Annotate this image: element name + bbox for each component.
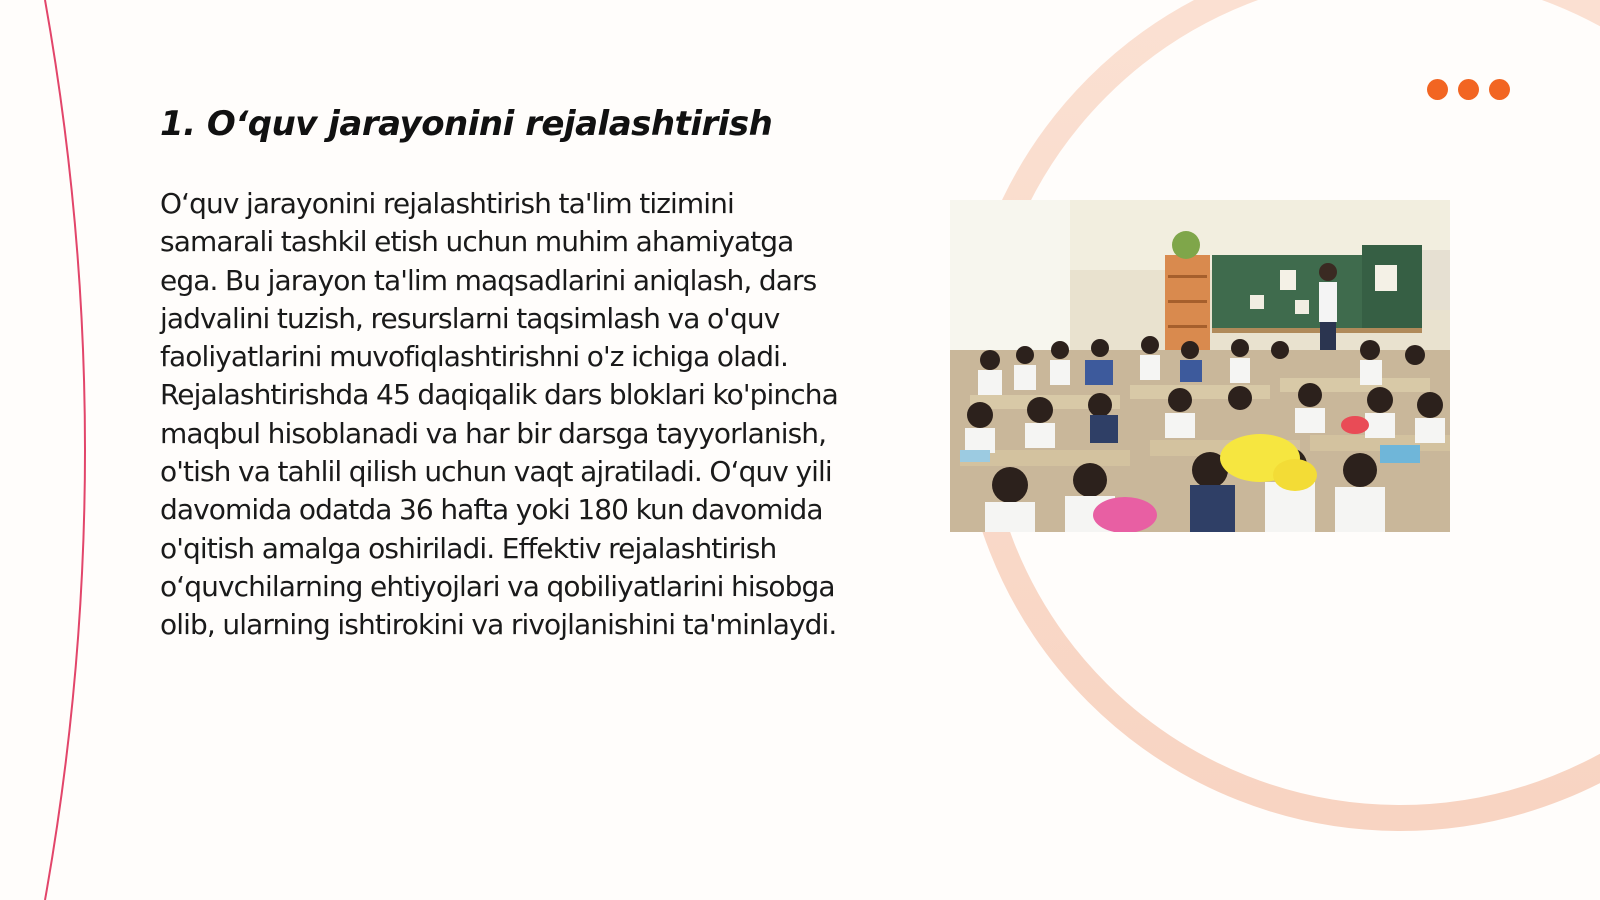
dot-icon	[1427, 79, 1448, 100]
slide-body-text: O‘quv jarayonini rejalashtirish ta'lim tizimini samarali tashkil etish uchun muhim ahamiyatga ega. Bu jarayon ta'lim maqsadlarini aniqlash, dars jadvalini tuzish, resurslarni taqsimlash va o'quv faoliyatlarini muvofiqlashtirishni o'z ichiga oladi. Rejalashtirishda 45 daqiqalik dars bloklari ko'pincha maqbul hisoblanadi va har bir darsga tayyorlanish, o'tish va tahlil qilish uchun vaqt ajratiladi. O‘quv yili davomida odatda 36 hafta yoki 180 kun davomida o'qitish amalga oshiriladi. Effektiv rejalashtirish o‘quvchilarning ehtiyojlari va qobiliyatlarini hisobga olib, ularning ishtirokini va rivojlanishini ta'minlaydi.	[160, 187, 838, 642]
classroom-photo	[950, 200, 1450, 532]
dot-icon	[1489, 79, 1510, 100]
dot-icon	[1458, 79, 1479, 100]
dots-ornament	[1427, 79, 1510, 100]
left-curve-line	[45, 0, 85, 900]
slide-title: 1. O‘quv jarayonini rejalashtirish	[160, 104, 773, 144]
